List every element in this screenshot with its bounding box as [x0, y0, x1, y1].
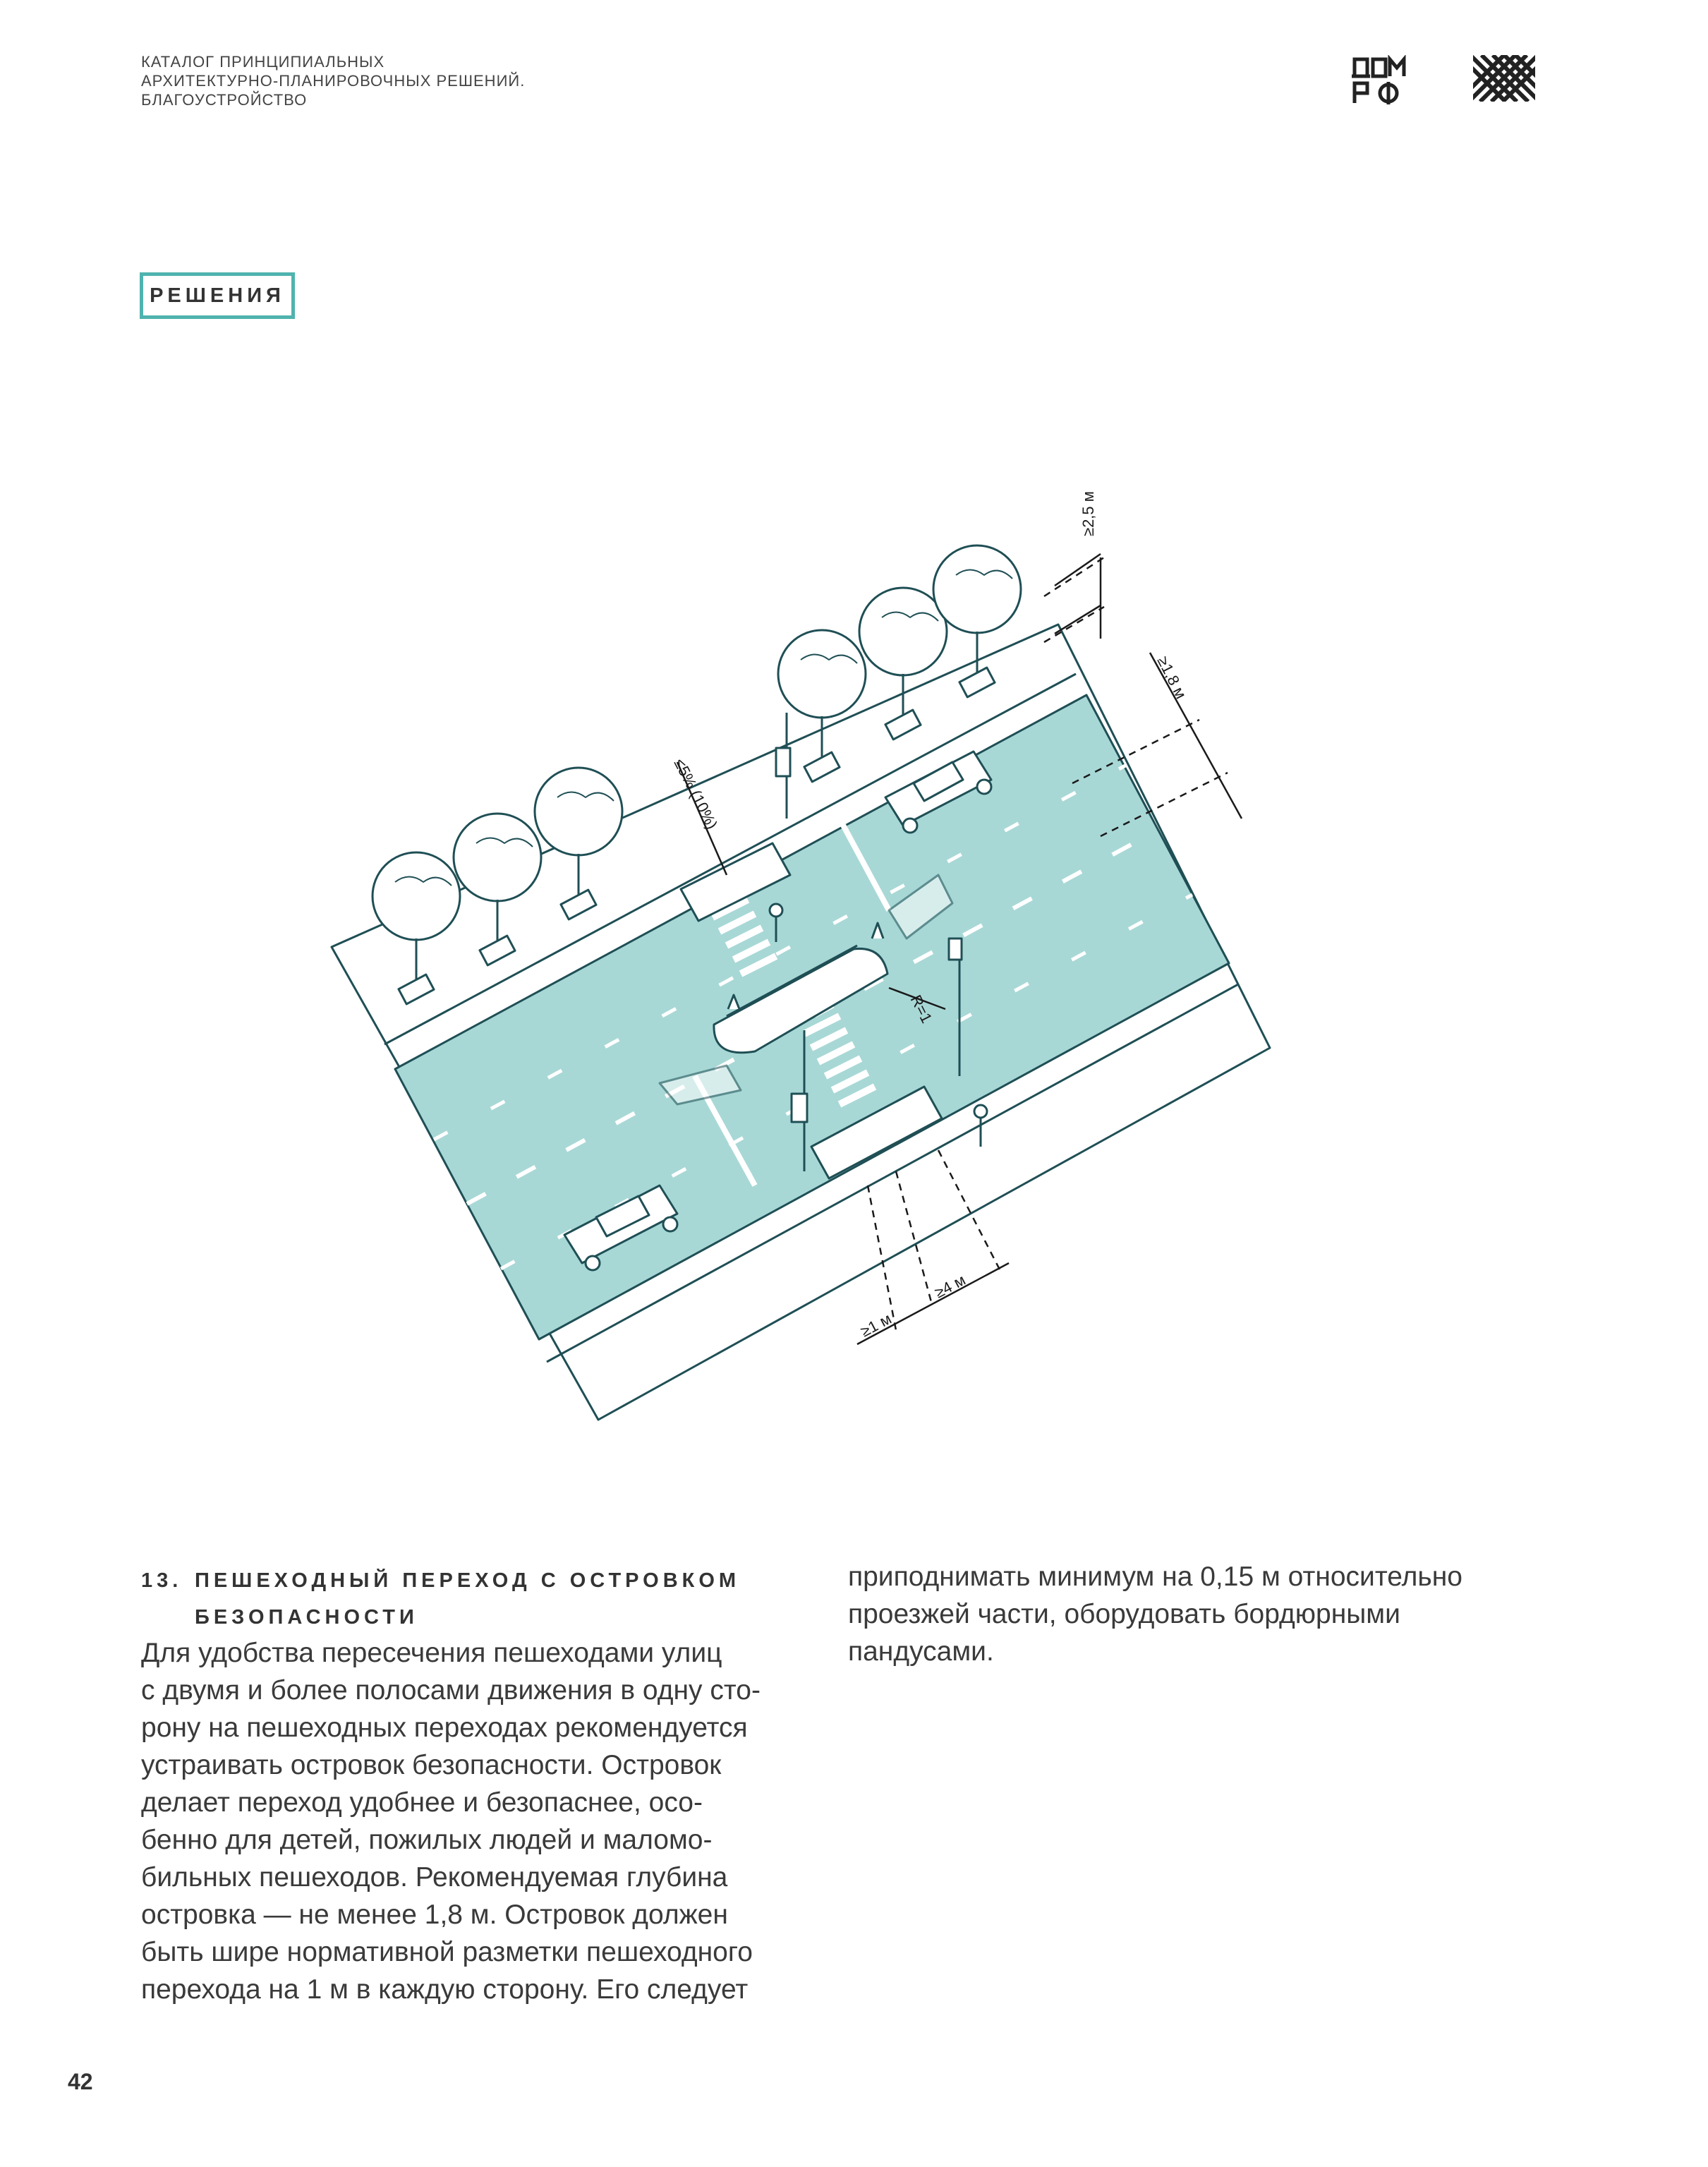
article-body-right: [848, 1558, 1589, 1670]
dim-label-radius: R=1: [907, 991, 936, 1026]
article-body-left: [141, 1634, 847, 2008]
body-line: приподнимать минимум на 0,15 м относительно: [848, 1562, 1462, 1592]
dim-label-island-depth: ≥1,8 м: [1153, 653, 1190, 702]
body-line: рону на пешеходных переходах рекомендуется: [141, 1713, 748, 1743]
header-line-3: БЛАГОУСТРОЙСТВО: [141, 91, 308, 109]
body-line: бильных пешеходов. Рекомендуемая глубина: [141, 1862, 728, 1893]
header-line-1: КАТАЛОГ ПРИНЦИПИАЛЬНЫХ: [141, 53, 385, 71]
body-line: островка — не менее 1,8 м. Островок должен: [141, 1900, 728, 1930]
article-title-line-1: ПЕШЕХОДНЫЙ ПЕРЕХОД С ОСТРОВКОМ: [195, 1569, 741, 1592]
body-line: проезжей части, оборудовать бордюрными: [848, 1599, 1400, 1629]
body-line: с двумя и более полосами движения в одну сто-: [141, 1675, 761, 1706]
dom-rf-logo-icon: [1352, 55, 1407, 104]
body-line: пандусами.: [848, 1636, 994, 1667]
pedestrian-crossing-diagram: [0, 452, 1708, 1454]
body-line: перехода на 1 м в каждую сторону. Его следует: [141, 1974, 749, 2005]
article-heading: [141, 1562, 847, 1636]
dim-label-side-margin: ≥1 м: [857, 1309, 895, 1341]
body-line: бенно для детей, пожилых людей и маломо-: [141, 1825, 713, 1855]
body-line: делает переход удобнее и безопаснее, осо-: [141, 1787, 703, 1818]
body-line: быть шире нормативной разметки пешеходного: [141, 1937, 753, 1967]
diagonal-pattern-icon: [1473, 55, 1535, 102]
body-line: Для удобства пересечения пешеходами улиц: [141, 1638, 722, 1668]
dim-label-crossing-width: ≥4 м: [931, 1270, 969, 1302]
article-number: 13.: [141, 1569, 183, 1592]
page-number: 42: [68, 2069, 93, 2094]
section-label: РЕШЕНИЯ: [140, 272, 295, 319]
catalog-header: [141, 52, 525, 109]
header-line-2: АРХИТЕКТУРНО-ПЛАНИРОВОЧНЫХ РЕШЕНИЙ.: [141, 72, 526, 90]
body-line: устраивать островок безопасности. Островок: [141, 1750, 722, 1780]
dim-label-top-offset: ≥2,5 м: [1079, 491, 1097, 536]
article-title-line-2: БЕЗОПАСНОСТИ: [195, 1606, 418, 1629]
dim-label-slope: ≤5% (10%): [670, 755, 722, 833]
